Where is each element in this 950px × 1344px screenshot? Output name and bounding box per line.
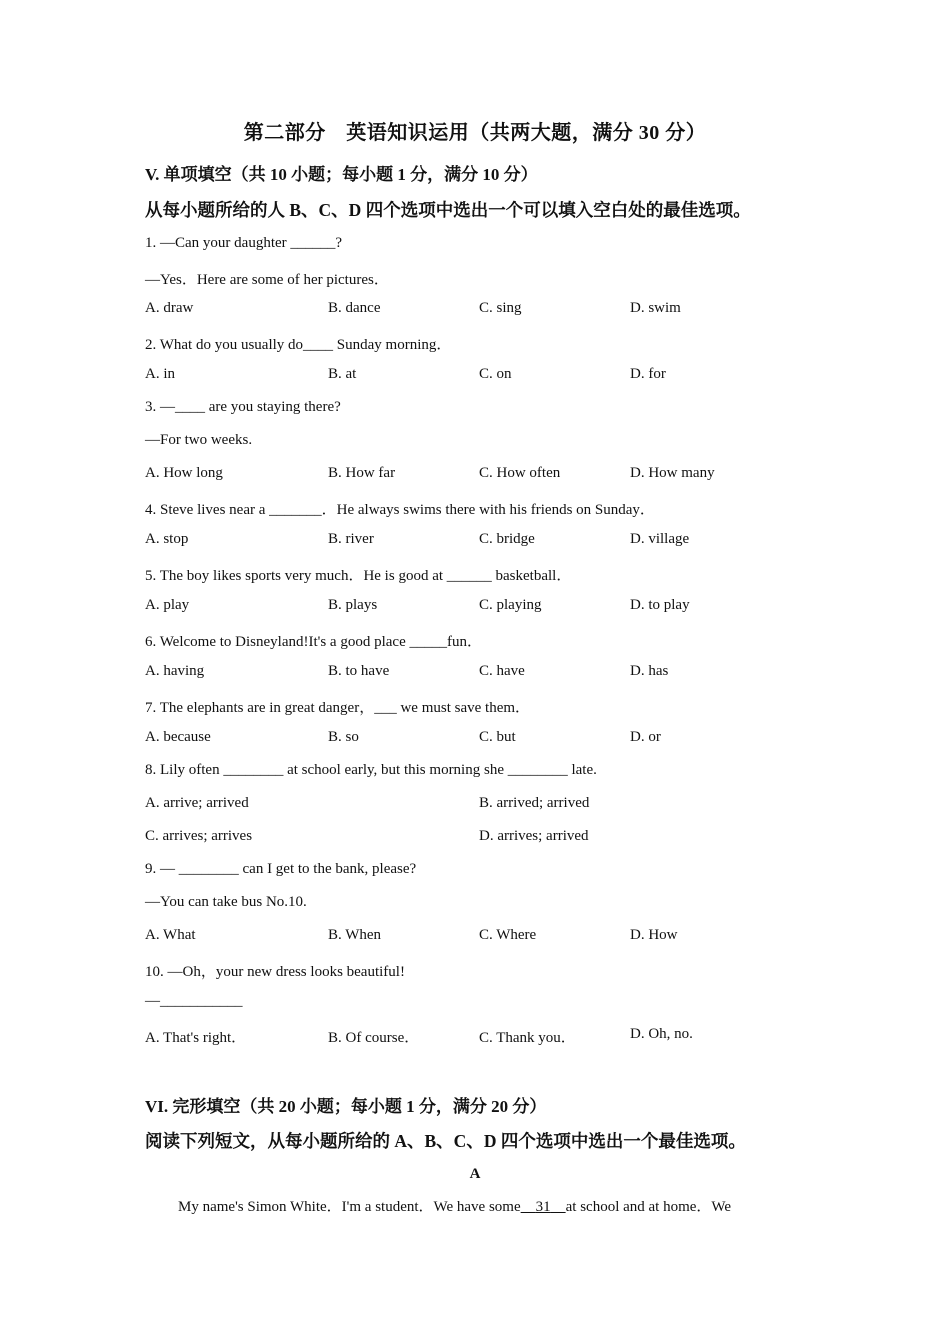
option-c: C. bridge	[479, 531, 535, 547]
blank-31	[521, 1199, 566, 1215]
question-2-stem: 2. What do you usually do____ Sunday morning．	[145, 337, 452, 353]
passage-text-start: My name's Simon White．I'm a student．We have some	[178, 1199, 521, 1215]
question-9-options	[145, 927, 845, 949]
option-d: D. arrives; arrived	[479, 828, 589, 844]
question-1-answer-line: —Yes．Here are some of her pictures．	[145, 272, 389, 288]
part-title: 第二部分 英语知识运用（共两大题，满分 30 分）	[243, 122, 707, 144]
option-c: C. Thank you．	[479, 1030, 576, 1046]
option-b: B. arrived; arrived	[479, 795, 590, 811]
option-a: A. play	[145, 597, 190, 613]
option-a: A. What	[145, 927, 196, 943]
option-b: B. plays	[328, 597, 378, 613]
question-8-options-row-2	[145, 828, 845, 850]
option-a: A. in	[145, 366, 175, 382]
option-a: A. draw	[145, 300, 194, 316]
option-d: D. village	[630, 531, 690, 547]
question-7-options	[145, 729, 845, 751]
option-b: B. Of course．	[328, 1030, 420, 1046]
question-7-stem: 7. The elephants are in great danger，___ we must save them．	[145, 700, 531, 716]
option-c: C. on	[479, 366, 512, 382]
question-3-stem: 3. —____ are you staying there?	[145, 399, 341, 415]
question-8-options-row-1	[145, 795, 845, 817]
option-d: D. to play	[630, 597, 690, 613]
option-d: D. has	[630, 663, 669, 679]
option-b: B. to have	[328, 663, 390, 679]
option-a: A. having	[145, 663, 205, 679]
option-d: D. Oh, no.	[630, 1026, 693, 1042]
question-9-stem: 9. — ________ can I get to the bank, please?	[145, 861, 417, 877]
question-1-stem: 1. —Can your daughter ______?	[145, 235, 343, 251]
question-2-options	[145, 366, 845, 388]
option-b: B. dance	[328, 300, 381, 316]
option-a: A. because	[145, 729, 211, 745]
section-6-instruction: 阅读下列短文，从每小题所给的 A、B、C、D 四个选项中选出一个最佳选项。	[145, 1131, 746, 1151]
option-c: C. but	[479, 729, 516, 745]
question-10-options	[145, 1026, 845, 1048]
question-4-options	[145, 531, 845, 553]
passage-first-line	[178, 1195, 731, 1216]
section-6-heading: VI. 完形填空（共 20 小题；每小题 1 分，满分 20 分）	[145, 1097, 547, 1116]
option-d: D. for	[630, 366, 666, 382]
option-c: C. sing	[479, 300, 522, 316]
section-5-heading: V. 单项填空（共 10 小题；每小题 1 分，满分 10 分）	[145, 165, 538, 184]
question-9-answer-line: —You can take bus No.10.	[145, 894, 307, 910]
question-10-answer-line: —___________	[145, 993, 243, 1009]
option-c: C. arrives; arrives	[145, 828, 253, 844]
option-b: B. river	[328, 531, 374, 547]
option-b: B. at	[328, 366, 357, 382]
option-a: A. That's right．	[145, 1030, 247, 1046]
option-d: D. swim	[630, 300, 681, 316]
question-5-stem: 5. The boy likes sports very much．He is good at ______ basketball．	[145, 568, 572, 584]
option-c: C. Where	[479, 927, 537, 943]
option-a: A. arrive; arrived	[145, 795, 249, 811]
option-b: B. When	[328, 927, 382, 943]
question-6-stem: 6. Welcome to Disneyland!It's a good place _____fun．	[145, 634, 482, 650]
blank-number: 31	[535, 1199, 551, 1215]
option-b: B. How far	[328, 465, 396, 481]
question-3-answer-line: —For two weeks.	[145, 432, 253, 448]
question-1-options	[145, 300, 845, 322]
option-c: C. playing	[479, 597, 542, 613]
question-6-options	[145, 663, 845, 685]
question-10-stem: 10. —Oh，your new dress looks beautiful!	[145, 964, 405, 980]
question-3-options	[145, 465, 845, 487]
option-c: C. have	[479, 663, 525, 679]
option-a: A. How long	[145, 465, 223, 481]
passage-text-end: at school and at home．We	[565, 1199, 732, 1215]
option-d: D. or	[630, 729, 661, 745]
option-d: D. How many	[630, 465, 715, 481]
question-8-stem: 8. Lily often ________ at school early, but this morning she ________ late.	[145, 762, 597, 778]
question-5-options	[145, 597, 845, 619]
option-b: B. so	[328, 729, 359, 745]
question-4-stem: 4. Steve lives near a _______．He always swims there with his friends on Sunday．	[145, 502, 655, 518]
section-5-instruction: 从每小题所给的人 B、C、D 四个选项中选出一个可以填入空白处的最佳选项。	[145, 200, 751, 220]
option-d: D. How	[630, 927, 678, 943]
option-c: C. How often	[479, 465, 561, 481]
passage-label: A	[469, 1166, 481, 1182]
option-a: A. stop	[145, 531, 189, 547]
